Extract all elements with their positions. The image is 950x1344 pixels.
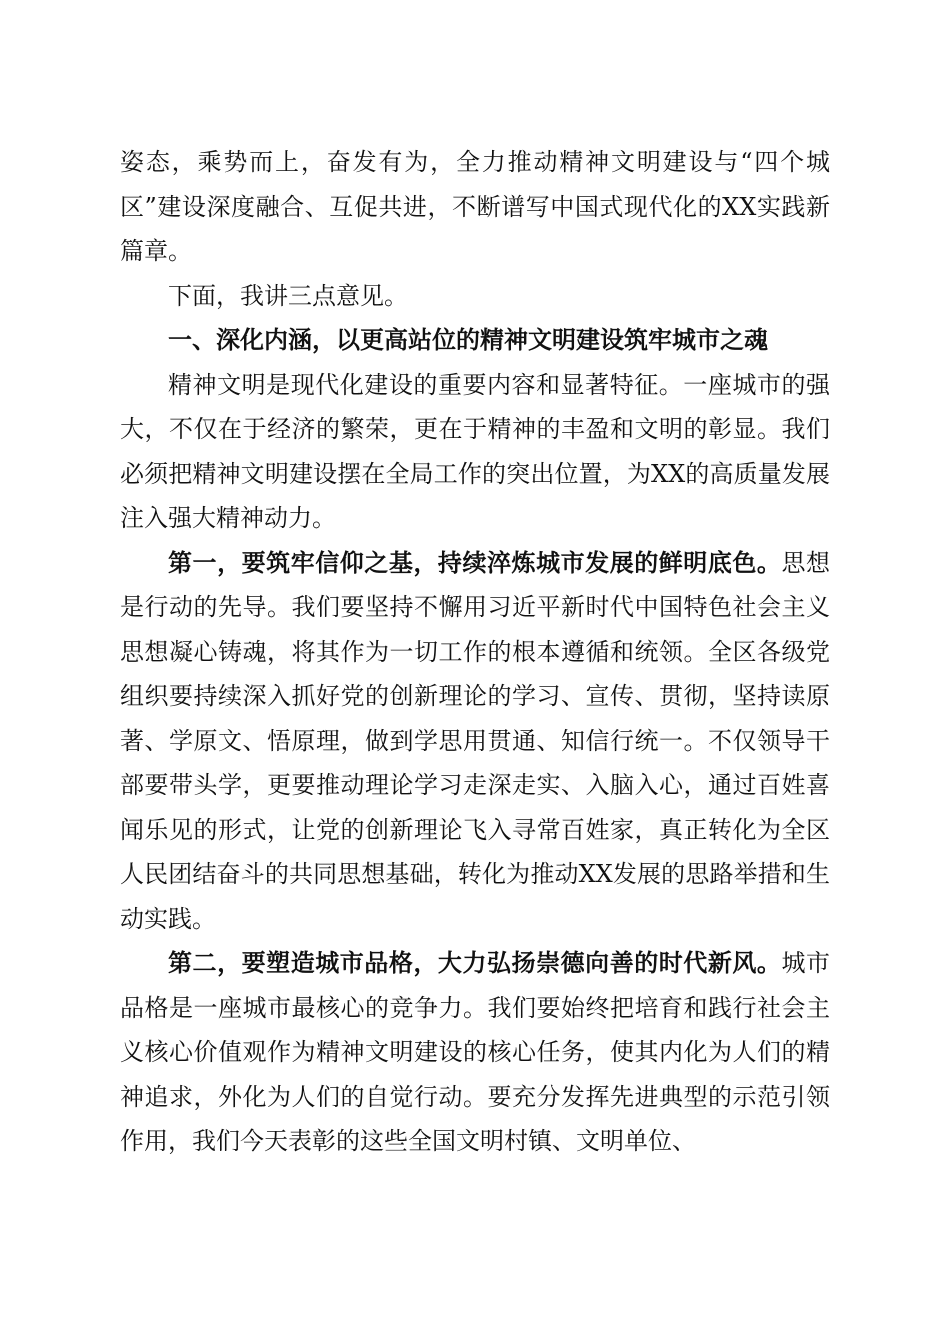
paragraph-text: 精神文明是现代化建设的重要内容和显著特征。一座城市的强大，不仅在于经济的繁荣，更在于精神的丰盈和文明的彰显。我们必须把精神文明建设摆在全局工作的突出位置，为XX的高质量发展注入强大精神动力。 — [120, 370, 830, 532]
paragraph — [120, 363, 830, 541]
paragraph-text: 下面，我讲三点意见。 — [168, 281, 408, 310]
paragraph-point-one — [120, 541, 830, 942]
point-body: 思想是行动的先导。我们要坚持不懈用习近平新时代中国特色社会主义思想凝心铸魂，将其作为一切工作的根本遵循和统领。全区各级党组织要持续深入抓好党的创新理论的学习、宣传、贯彻，坚持读原著、学原文、悟原理，做到学思用贯通、知信行统一。不仅领导干部要带头学，更要推动理论学习走深走实、入脑入心，通过百姓喜闻乐见的形式，让党的创新理论飞入寻常百姓家，真正转化为全区人民团结奋斗的共同思想基础，转化为推动XX发展的思路举措和生动实践。 — [120, 548, 831, 933]
paragraph-intro — [120, 274, 830, 319]
heading-text: 一、深化内涵，以更高站位的精神文明建设筑牢城市之魂 — [168, 326, 768, 354]
section-heading — [120, 318, 830, 363]
document-body — [120, 140, 830, 1164]
point-lead: 第二，要塑造城市品格，大力弘扬崇德向善的时代新风。 — [168, 948, 782, 977]
point-body: 城市品格是一座城市最核心的竞争力。我们要始终把培育和践行社会主义核心价值观作为精神文明建设的核心任务，使其内化为人们的精神追求，外化为人们的自觉行动。要充分发挥先进典型的示范引领作用，我们今天表彰的这些全国文明村镇、文明单位、 — [120, 949, 831, 1155]
paragraph-continued — [120, 140, 830, 274]
paragraph-point-two — [120, 941, 830, 1164]
paragraph-text: 姿态，乘势而上，奋发有为，全力推动精神文明建设与“四个城区”建设深度融合、互促共进，不断谱写中国式现代化的XX实践新篇章。 — [120, 148, 830, 265]
point-lead: 第一，要筑牢信仰之基，持续淬炼城市发展的鲜明底色。 — [168, 547, 782, 577]
